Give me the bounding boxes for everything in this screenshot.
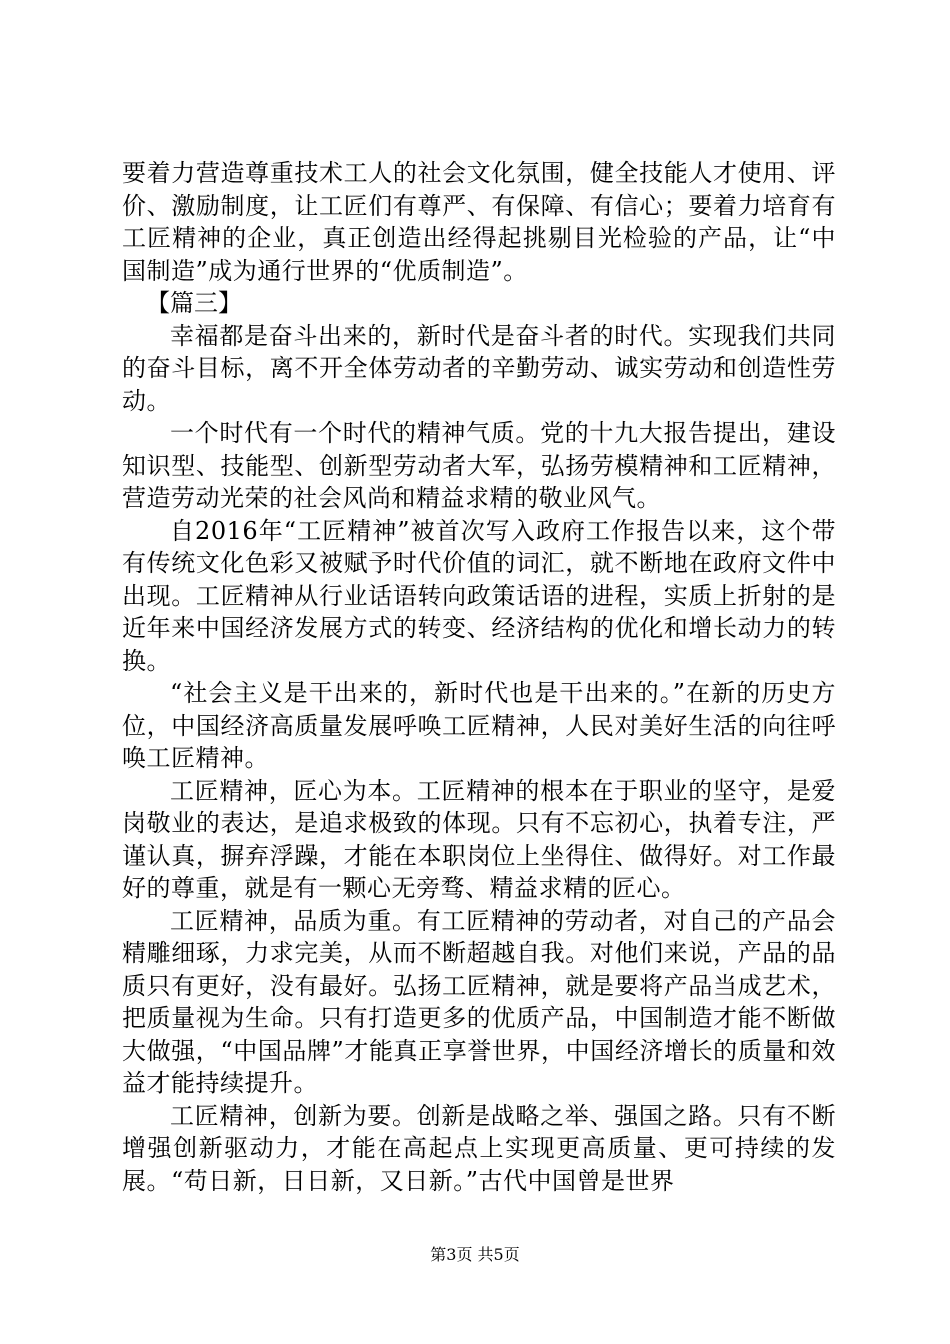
paragraph: 工匠精神，匠心为本。工匠精神的根本在于职业的坚守，是爱岗敬业的表达，是追求极致的体现。只有不忘初心，执着专注，严谨认真，摒弃浮躁，才能在本职岗位上坐得住、做得好。对工作最好的尊重，就是有一颗心无旁骛、精益求精的匠心。 — [122, 776, 836, 902]
paragraph: 幸福都是奋斗出来的，新时代是奋斗者的时代。实现我们共同的奋斗目标，离不开全体劳动者的辛勤劳动、诚实劳动和创造性劳动。 — [122, 321, 836, 415]
paragraph-continuation: 要着力营造尊重技术工人的社会文化氛围，健全技能人才使用、评价、激励制度，让工匠们有尊严、有保障、有信心；要着力培育有工匠精神的企业，真正创造出经得起挑剔目光检验的产品，让“中国制造”成为通行世界的“优质制造”。 — [122, 159, 836, 285]
paragraph: 自2016年“工匠精神”被首次写入政府工作报告以来，这个带有传统文化色彩又被赋予时代价值的词汇，就不断地在政府文件中出现。工匠精神从行业话语转向政策话语的进程，实质上折射的是近年来中国经济发展方式的转变、经济结构的优化和增长动力的转换。 — [122, 516, 836, 675]
paragraph: 工匠精神，品质为重。有工匠精神的劳动者，对自己的产品会精雕细琢，力求完美，从而不断超越自我。对他们来说，产品的品质只有更好，没有最好。弘扬工匠精神，就是要将产品当成艺术，把质量视为生命。只有打造更多的优质产品，中国制造才能不断做大做强，“中国品牌”才能真正享誉世界，中国经济增长的质量和效益才能持续提升。 — [122, 906, 836, 1097]
paragraph: 工匠精神，创新为要。创新是战略之举、强国之路。只有不断增强创新驱动力，才能在高起点上实现更高质量、更可持续的发展。“苟日新，日日新，又日新。”古代中国曾是世界 — [122, 1101, 836, 1195]
paragraph: 一个时代有一个时代的精神气质。党的十九大报告提出，建设知识型、技能型、创新型劳动者大军，弘扬劳模精神和工匠精神，营造劳动光荣的社会风尚和精益求精的敬业风气。 — [122, 419, 836, 512]
section-heading: 【篇三】 — [146, 289, 242, 317]
paragraph: “社会主义是干出来的，新时代也是干出来的。”在新的历史方位，中国经济高质量发展呼唤工匠精神，人民对美好生活的向往呼唤工匠精神。 — [122, 679, 836, 772]
page-number-footer: 第3页 共5页 — [430, 1245, 520, 1264]
document-body — [122, 157, 836, 1197]
